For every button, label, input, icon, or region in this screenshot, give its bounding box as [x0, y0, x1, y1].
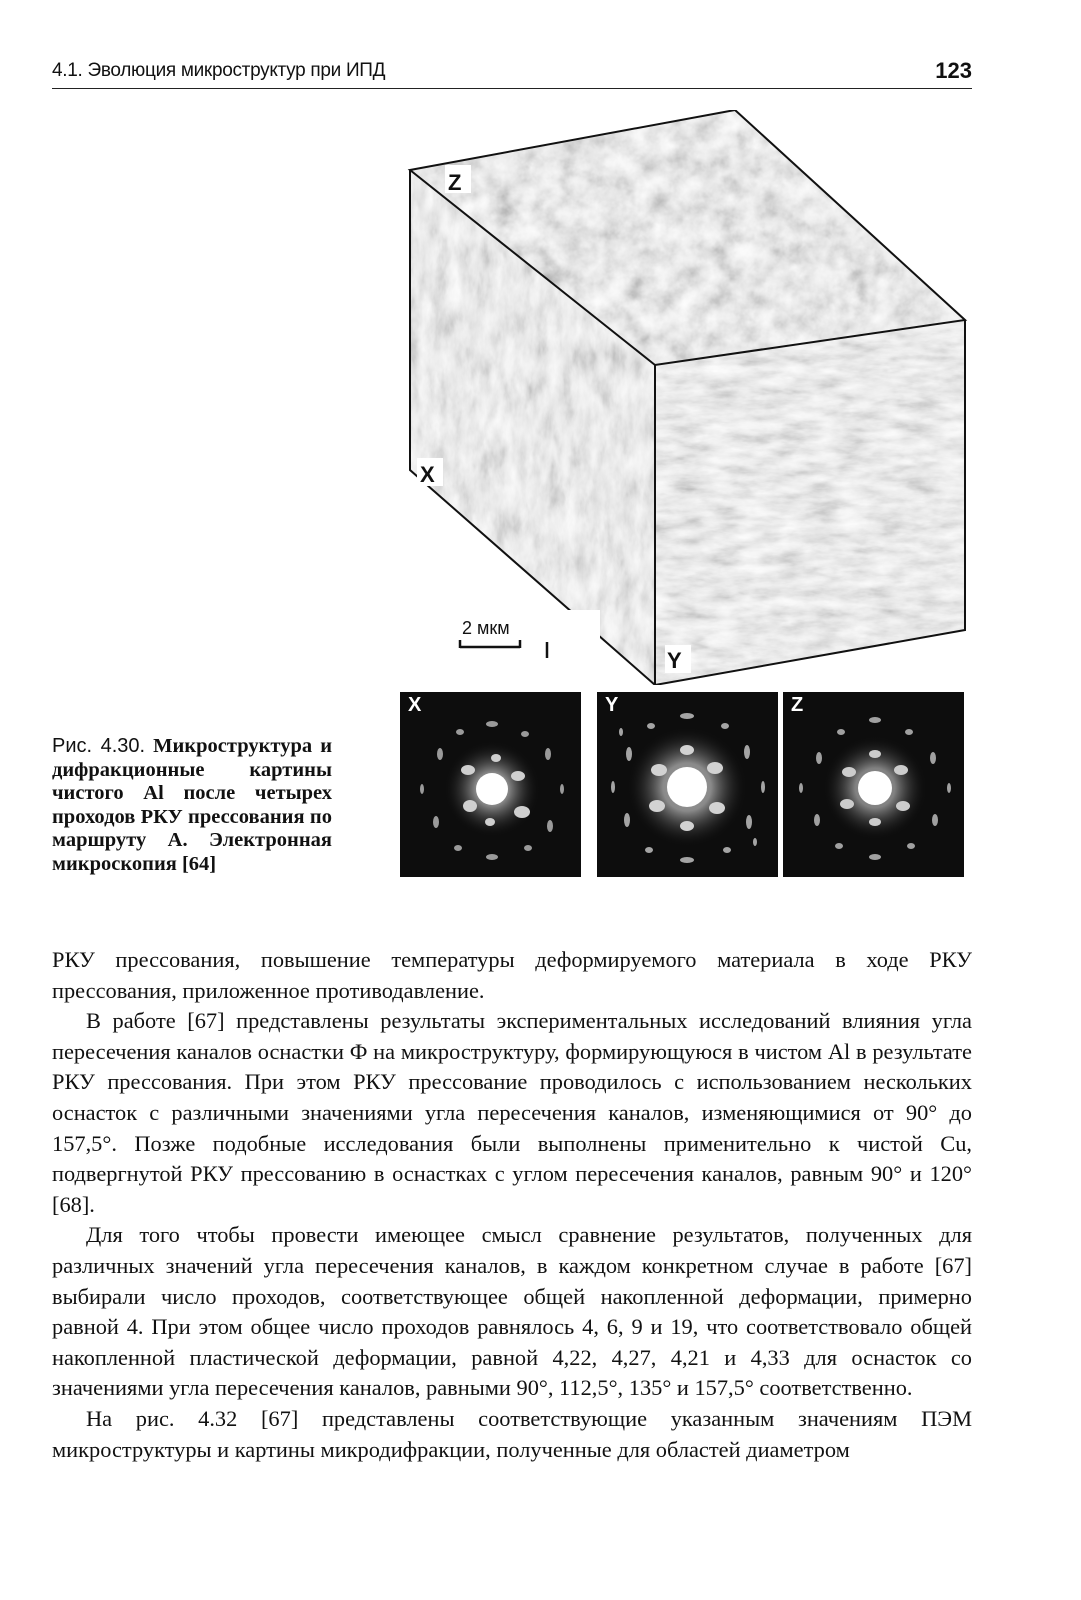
axis-label-x: X	[420, 462, 435, 487]
diffraction-pattern-x	[400, 692, 581, 877]
cube-right-face	[650, 315, 975, 685]
diffraction-panel-y	[597, 692, 778, 877]
paragraph-1: РКУ прессования, повышение температуры деформируемого материала в ходе РКУ прессования, приложенное противодавление.	[52, 947, 972, 1003]
running-head	[52, 58, 972, 89]
figure-caption-text: Микроструктура и дифракционные картины чистого Al после четырех проходов РКУ прессования по маршруту А. Электронная микроскопия [64]	[52, 735, 333, 875]
axis-label-z: Z	[448, 170, 462, 195]
diffraction-pattern-y	[597, 692, 778, 877]
diffraction-label-y: Y	[605, 694, 619, 716]
body-text	[52, 945, 972, 1465]
scale-bar-label: 2 мкм	[462, 618, 510, 638]
paragraph-3: Для того чтобы провести имеющее смысл сравнение результатов, полученных для различных значений угла пересечения каналов, в каждом конкретном случае в работе [67] выбирали число проходов, соответствующее общей накопленной деформации, примерно равной 4. При этом общее число проходов равнялось 4, 6, 9 и 19, что соответствовало общей накопленной пластической деформации, равной 4,22, 4,27, 4,21 и 4,33 для оснасток со значениями угла пересечения каналов, равными 90°, 112,5°, 135° и 157,5° соответственно.	[52, 1222, 972, 1401]
paragraph-4: На рис. 4.32 [67] представлены соответствующие указанным значениям ПЭМ микроструктуры и картины микродифракции, полученные для областей диаметром	[52, 1405, 972, 1462]
figure-caption-label: Рис. 4.30.	[52, 735, 146, 757]
axis-label-y: Y	[667, 648, 682, 673]
paragraph-2: В работе [67] представлены результаты экспериментальных исследований влияния угла пересечения каналов оснастки Ф на микроструктуру, формирующуюся в чистом Al в результате РКУ прессования. При этом РКУ прессование проводилось с использованием нескольких оснасток с различными значениями угла пересечения каналов, изменяющимися от 90° до 157,5°. Позже подобные исследования были выполнены применительно к чистой Cu, подвергнутой РКУ прессованию в оснастках с углом пересечения каналов, равным 90° и 120° [68].	[52, 1008, 972, 1217]
figure-caption	[52, 735, 332, 876]
diffraction-panel-x	[400, 692, 581, 877]
diffraction-label-z: Z	[791, 694, 804, 716]
running-title: 4.1. Эволюция микроструктур при ИПД	[52, 60, 386, 81]
diffraction-pattern-z	[783, 692, 964, 877]
microstructure-cube-figure	[405, 110, 975, 685]
diffraction-panel-z	[783, 692, 964, 877]
diffraction-label-x: X	[408, 694, 422, 716]
page-number: 123	[935, 58, 972, 83]
diffraction-patterns	[400, 692, 978, 877]
